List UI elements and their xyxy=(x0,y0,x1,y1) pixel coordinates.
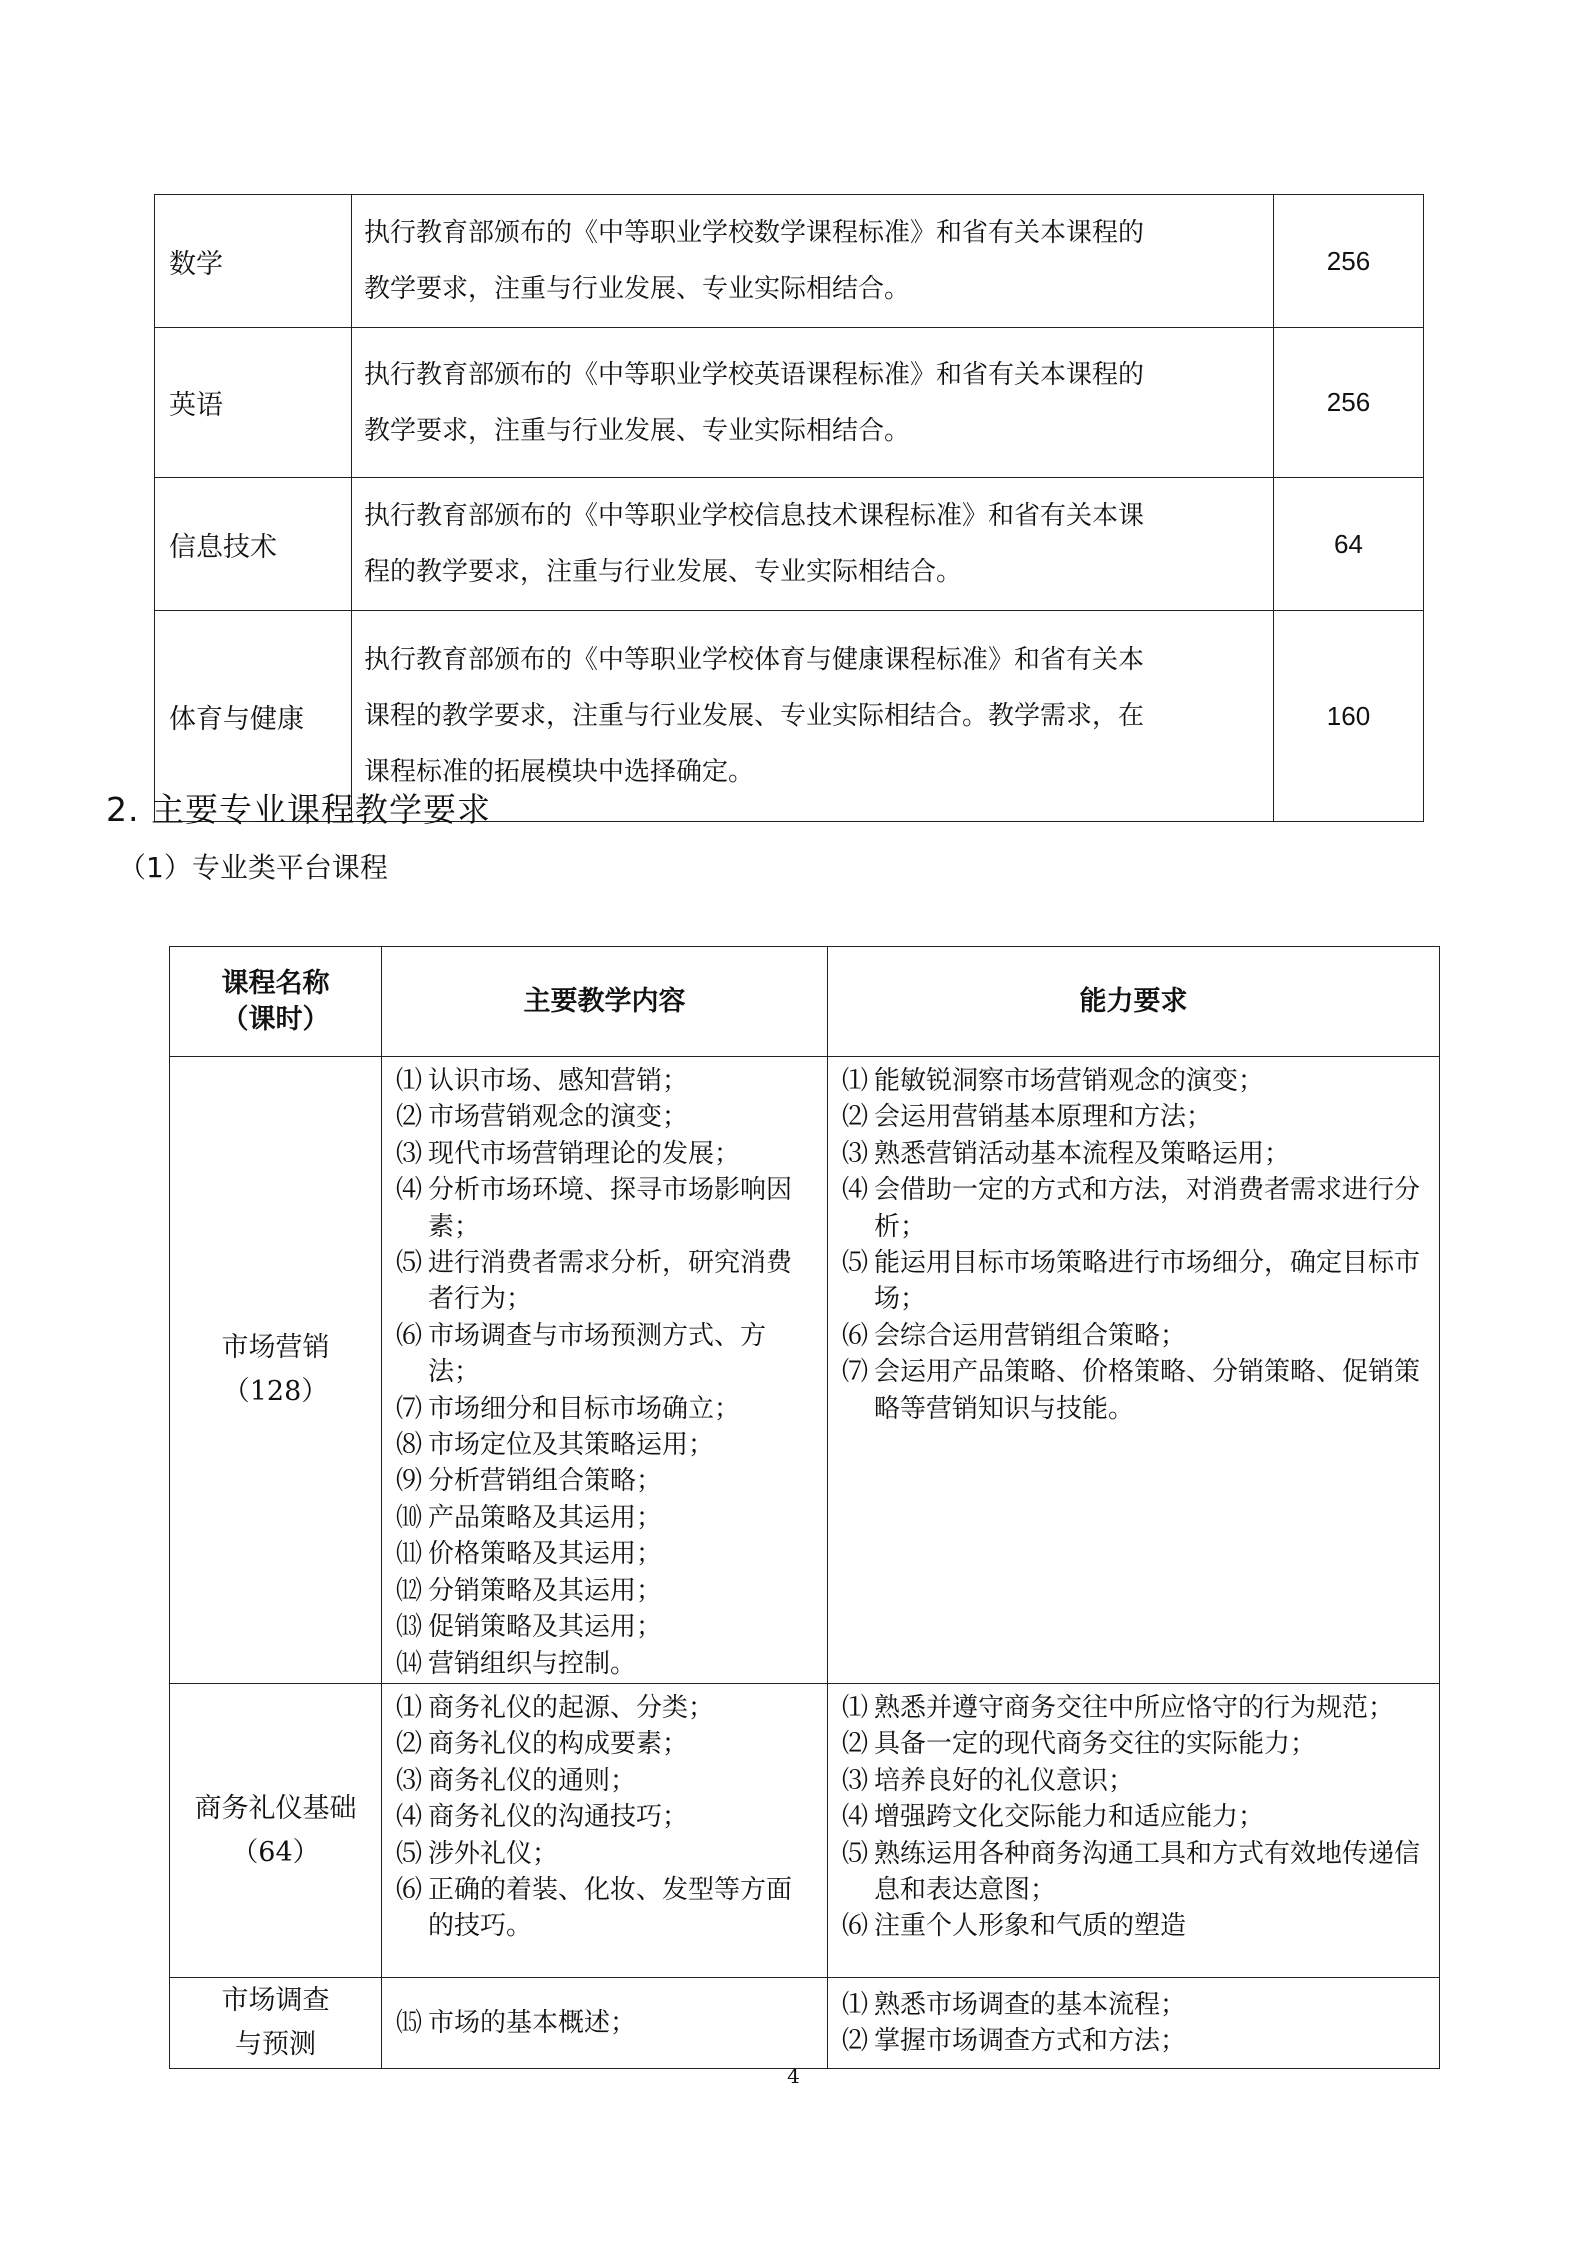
item-number: ⑾ xyxy=(396,1539,423,1570)
item-text: 市场调查与市场预测方式、方法； xyxy=(428,1320,767,1388)
list-item xyxy=(842,2023,1429,2059)
item-text: 会运用产品策略、价格策略、分销策略、促销策略等营销知识与技能。 xyxy=(874,1357,1421,1424)
general-courses-table xyxy=(154,194,1424,822)
list-item xyxy=(396,1763,817,1799)
header-name-line: 课程名称 xyxy=(221,967,330,999)
item-text: 现代市场营销理论的发展； xyxy=(428,1138,741,1169)
item-text: 能运用目标市场策略进行市场细分，确定目标市场； xyxy=(874,1248,1421,1315)
item-text: 培养良好的礼仪意识； xyxy=(874,1765,1135,1796)
header-course-name xyxy=(170,947,382,1057)
item-number: ⑵ xyxy=(842,2026,869,2056)
list-item xyxy=(396,1536,817,1572)
ability-list xyxy=(828,1057,1440,1684)
list-item xyxy=(396,1245,817,1318)
item-number: ⑴ xyxy=(842,1989,869,2020)
content-list xyxy=(382,1978,828,2069)
content-list xyxy=(382,1057,828,1684)
item-text: 会借助一定的方式和方法，对消费者需求进行分析； xyxy=(874,1175,1421,1242)
list-item xyxy=(396,2005,817,2041)
list-item xyxy=(396,1690,817,1726)
list-item xyxy=(396,1726,817,1762)
description-line: 执行教育部颁布的《中等职业学校信息技术课程标准》和省有关本课 xyxy=(364,501,1145,531)
list-item xyxy=(842,1987,1429,2023)
list-item xyxy=(396,1500,817,1536)
list-item xyxy=(842,1245,1429,1318)
course-hours: （128） xyxy=(222,1376,329,1407)
list-item xyxy=(396,1172,817,1245)
item-text: 熟练运用各种商务沟通工具和方式有效地传递信息和表达意图； xyxy=(874,1838,1421,1906)
item-number: ⑺ xyxy=(396,1393,423,1424)
description-line: 课程标准的拓展模块中选择确定。 xyxy=(364,757,755,787)
item-number: ⑸ xyxy=(842,1248,869,1279)
item-text: 掌握市场调查方式和方法； xyxy=(874,2026,1187,2056)
item-number: ⑴ xyxy=(396,1066,423,1096)
list-item xyxy=(842,1136,1429,1172)
course-hours: 160 xyxy=(1274,611,1424,822)
item-number: ⑷ xyxy=(396,1802,423,1833)
item-text: 市场定位及其策略运用； xyxy=(428,1430,715,1461)
course-name: 数学 xyxy=(155,195,352,328)
item-number: ⑹ xyxy=(842,1320,869,1351)
page-number: 4 xyxy=(787,2064,800,2088)
description-line: 教学要求，注重与行业发展、专业实际相结合。 xyxy=(364,415,911,446)
item-text: 增强跨文化交际能力和适应能力； xyxy=(874,1802,1265,1833)
item-number: ⑹ xyxy=(842,1911,869,1942)
item-number: ⑷ xyxy=(842,1175,869,1206)
course-name: 市场调查 xyxy=(221,1985,330,2016)
item-number: ⑶ xyxy=(396,1765,423,1796)
course-description xyxy=(352,195,1274,328)
content-list xyxy=(382,1684,828,1978)
item-text: 具备一定的现代商务交往的实际能力； xyxy=(874,1729,1317,1760)
course-hours: （64） xyxy=(231,1836,320,1868)
item-number: ⒁ xyxy=(396,1648,423,1679)
description-line: 课程的教学要求，注重与行业发展、专业实际相结合。教学需求，在 xyxy=(364,701,1145,731)
item-text: 正确的着装、化妆、发型等方面的技巧。 xyxy=(428,1875,793,1942)
header-ability: 能力要求 xyxy=(828,947,1440,1057)
list-item xyxy=(396,1836,817,1872)
list-item xyxy=(842,1063,1429,1099)
item-number: ⑿ xyxy=(396,1575,423,1606)
list-item xyxy=(842,1726,1429,1762)
list-item xyxy=(842,1099,1429,1135)
item-text: 市场细分和目标市场确立； xyxy=(428,1393,741,1424)
course-hours: 64 xyxy=(1274,478,1424,611)
table-row xyxy=(155,478,1424,611)
item-number: ⑻ xyxy=(396,1430,423,1461)
list-item xyxy=(396,1391,817,1427)
item-text: 商务礼仪的沟通技巧； xyxy=(428,1802,689,1833)
item-text: 会运用营销基本原理和方法； xyxy=(874,1102,1213,1133)
item-text: 市场的基本概述； xyxy=(428,2007,637,2038)
item-number: ⑶ xyxy=(842,1765,869,1796)
table-row xyxy=(170,1978,1440,2069)
item-text: 营销组织与控制。 xyxy=(428,1648,637,1679)
item-text: 进行消费者需求分析，研究消费者行为； xyxy=(428,1248,793,1315)
course-name: 市场营销 xyxy=(221,1332,330,1363)
item-number: ⑹ xyxy=(396,1875,423,1906)
item-text: 分析市场环境、探寻市场影响因素； xyxy=(428,1175,793,1242)
description-line: 教学要求，注重与行业发展、专业实际相结合。 xyxy=(364,274,911,304)
header-hours-line: （课时） xyxy=(221,1003,330,1035)
header-content: 主要教学内容 xyxy=(382,947,828,1057)
table-row xyxy=(155,195,1424,328)
description-line: 程的教学要求，注重与行业发展、专业实际相结合。 xyxy=(364,557,963,587)
item-number: ⑵ xyxy=(396,1729,423,1760)
item-number: ⑶ xyxy=(396,1138,423,1169)
item-number: ⒂ xyxy=(396,2007,423,2038)
list-item xyxy=(396,1063,817,1099)
list-item xyxy=(396,1609,817,1645)
item-text: 产品策略及其运用； xyxy=(428,1502,663,1533)
item-text: 熟悉营销活动基本流程及策略运用； xyxy=(874,1138,1291,1169)
item-number: ⑵ xyxy=(842,1729,869,1760)
item-text: 价格策略及其运用； xyxy=(428,1539,663,1570)
item-number: ⑸ xyxy=(396,1248,423,1279)
course-name-cell xyxy=(170,1057,382,1684)
list-item xyxy=(396,1872,817,1945)
list-item xyxy=(842,1318,1429,1354)
list-item xyxy=(842,1354,1429,1427)
item-number: ⑼ xyxy=(396,1466,423,1497)
item-text: 分销策略及其运用； xyxy=(428,1575,663,1606)
item-number: ⑹ xyxy=(396,1320,423,1351)
course-name: 信息技术 xyxy=(155,478,352,611)
ability-list xyxy=(828,1978,1440,2069)
course-name-cell xyxy=(170,1684,382,1978)
course-name-cell xyxy=(170,1978,382,2069)
course-description xyxy=(352,328,1274,478)
list-item xyxy=(842,1836,1429,1909)
subsection-title: （1）专业类平台课程 xyxy=(118,851,388,884)
list-item xyxy=(842,1690,1429,1726)
item-number: ⑵ xyxy=(842,1102,869,1133)
list-item xyxy=(396,1318,817,1391)
item-number: ⒀ xyxy=(396,1612,423,1643)
item-number: ⑽ xyxy=(396,1502,423,1533)
table-row xyxy=(170,1057,1440,1684)
course-name: 英语 xyxy=(155,328,352,478)
list-item xyxy=(842,1172,1429,1245)
list-item xyxy=(396,1799,817,1835)
list-item xyxy=(396,1427,817,1463)
item-text: 涉外礼仪； xyxy=(428,1838,559,1869)
course-name: 与预测 xyxy=(235,2029,316,2060)
course-description xyxy=(352,478,1274,611)
course-name: 商务礼仪基础 xyxy=(194,1792,357,1824)
item-text: 熟悉市场调查的基本流程； xyxy=(874,1989,1187,2020)
description-line: 执行教育部颁布的《中等职业学校体育与健康课程标准》和省有关本 xyxy=(364,645,1145,675)
item-number: ⑷ xyxy=(842,1802,869,1833)
list-item xyxy=(396,1136,817,1172)
list-item xyxy=(842,1908,1429,1944)
course-hours: 256 xyxy=(1274,195,1424,328)
item-text: 会综合运用营销组合策略； xyxy=(874,1320,1187,1351)
item-number: ⑸ xyxy=(842,1838,869,1869)
item-number: ⑸ xyxy=(396,1838,423,1869)
list-item xyxy=(396,1573,817,1609)
table-header-row xyxy=(170,947,1440,1057)
list-item xyxy=(396,1646,817,1682)
item-text: 商务礼仪的通则； xyxy=(428,1765,637,1796)
table-row xyxy=(155,328,1424,478)
item-text: 促销策略及其运用； xyxy=(428,1612,663,1643)
description-line: 执行教育部颁布的《中等职业学校英语课程标准》和省有关本课程的 xyxy=(364,359,1145,390)
list-item xyxy=(842,1799,1429,1835)
item-number: ⑴ xyxy=(842,1066,869,1096)
platform-courses-table xyxy=(169,946,1440,2069)
ability-list xyxy=(828,1684,1440,1978)
item-text: 商务礼仪的起源、分类； xyxy=(428,1693,715,1723)
list-item xyxy=(396,1099,817,1135)
item-number: ⑶ xyxy=(842,1138,869,1169)
course-hours: 256 xyxy=(1274,328,1424,478)
item-number: ⑺ xyxy=(842,1357,869,1388)
description-line: 执行教育部颁布的《中等职业学校数学课程标准》和省有关本课程的 xyxy=(364,218,1145,248)
item-text: 熟悉并遵守商务交往中所应恪守的行为规范； xyxy=(874,1693,1395,1723)
item-number: ⑵ xyxy=(396,1102,423,1133)
table-row xyxy=(170,1684,1440,1978)
item-text: 注重个人形象和气质的塑造 xyxy=(874,1911,1187,1942)
list-item xyxy=(396,1463,817,1499)
course-name: 体育与健康 xyxy=(155,611,352,822)
item-number: ⑴ xyxy=(842,1693,869,1723)
list-item xyxy=(842,1763,1429,1799)
item-text: 分析营销组合策略； xyxy=(428,1466,663,1497)
item-text: 能敏锐洞察市场营销观念的演变； xyxy=(874,1066,1265,1096)
item-text: 商务礼仪的构成要素； xyxy=(428,1729,689,1760)
item-text: 市场营销观念的演变； xyxy=(428,1102,689,1133)
section-title: 2. 主要专业课程教学要求 xyxy=(106,790,491,829)
item-text: 认识市场、感知营销； xyxy=(428,1066,689,1096)
item-number: ⑷ xyxy=(396,1175,423,1206)
item-number: ⑴ xyxy=(396,1693,423,1723)
